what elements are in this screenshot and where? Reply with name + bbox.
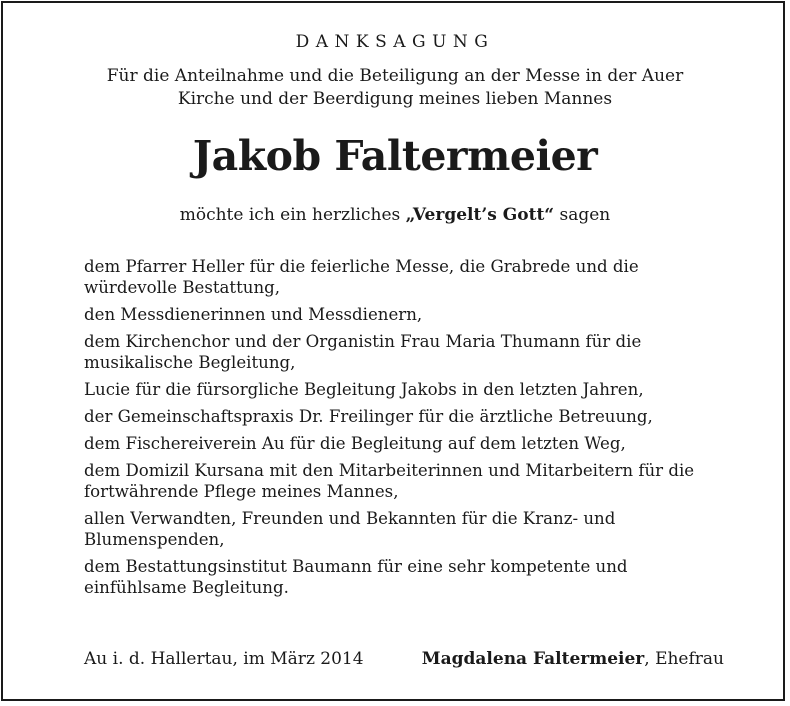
- place-date: Au i. d. Hallertau, im März 2014: [84, 649, 364, 669]
- list-item: allen Verwandten, Freunden und Bekannten für die Kranz- und Blumenspenden,: [84, 509, 616, 549]
- list-item: dem Bestattungsinstitut Baumann für eine sehr kompetente und einfühlsame Begleitung.: [84, 557, 628, 597]
- list-item: den Messdienerinnen und Messdienern,: [84, 305, 423, 324]
- notice-heading: DANKSAGUNG: [295, 32, 495, 52]
- signer-name: Magdalena Faltermeier: [421, 649, 645, 669]
- list-item: Lucie für die fürsorgliche Begleitung Jakobs in den letzten Jahren,: [84, 380, 644, 399]
- list-item: dem Domizil Kursana mit den Mitarbeiterinnen und Mitarbeitern für die fortwährende Pflege meines Mannes,: [84, 461, 695, 501]
- intro-line-1: Für die Anteilnahme und die Beteiligung an der Messe in der Auer: [106, 66, 684, 86]
- signature: [422, 649, 724, 669]
- intro-text: [0, 65, 790, 111]
- thanks-after: sagen: [554, 205, 611, 225]
- intro-line-2: Kirche und der Beerdigung meines lieben Mannes: [177, 89, 613, 109]
- list-item: der Gemeinschaftspraxis Dr. Freilinger für die ärztliche Betreuung,: [84, 407, 653, 426]
- list-item: dem Fischereiverein Au für die Begleitung auf dem letzten Weg,: [84, 434, 626, 453]
- list-item: dem Kirchenchor und der Organistin Frau Maria Thumann für die musikalische Begleitung,: [84, 332, 642, 372]
- thanks-line: [0, 205, 790, 225]
- thanks-phrase: „Vergelt’s Gott“: [405, 205, 555, 225]
- list-item: dem Pfarrer Heller für die feierliche Messe, die Grabrede und die würdevolle Bestattung,: [84, 257, 639, 297]
- signer-role: , Ehefrau: [644, 649, 724, 669]
- thanks-before: möchte ich ein herzliches: [179, 205, 406, 225]
- deceased-name: Jakob Faltermeier: [192, 132, 598, 180]
- thanks-list: [84, 256, 724, 604]
